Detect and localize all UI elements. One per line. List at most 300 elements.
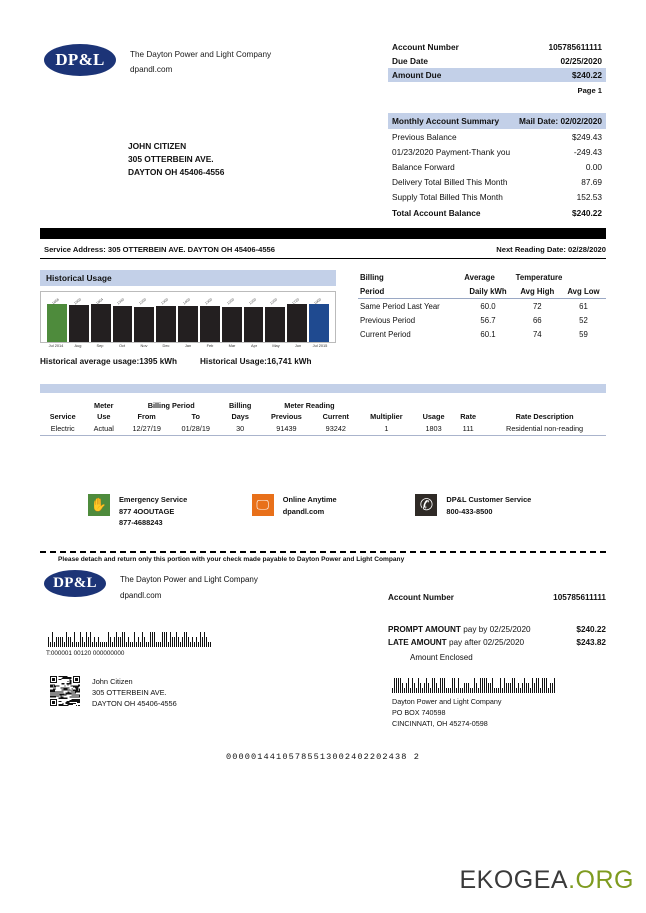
meter-from: 12/27/19 bbox=[132, 424, 161, 433]
contact-block bbox=[252, 494, 416, 529]
due-date-row bbox=[388, 54, 606, 68]
contact-line-3[interactable]: 877-4688243 bbox=[119, 518, 163, 527]
barcode-bar bbox=[126, 642, 127, 647]
barcode-bar bbox=[70, 637, 71, 647]
table-row bbox=[358, 328, 606, 342]
chart-bar bbox=[265, 297, 285, 342]
customer-name: JOHN CITIZEN bbox=[128, 141, 187, 151]
billing-period-name: Current Period bbox=[360, 330, 411, 340]
barcode-bar bbox=[162, 632, 163, 647]
barcode-bar bbox=[430, 688, 431, 693]
page-number: Page 1 bbox=[577, 86, 602, 95]
barcode-bar bbox=[168, 642, 169, 647]
barcode-bar bbox=[200, 632, 201, 647]
summary-line-label: 01/23/2020 Payment-Thank you bbox=[392, 146, 511, 157]
due-date-label: Due Date bbox=[392, 56, 428, 66]
barcode-bar bbox=[456, 688, 457, 693]
barcode-bar bbox=[58, 637, 59, 647]
barcode-bar bbox=[476, 683, 477, 693]
chart-bar-wrap bbox=[222, 297, 242, 342]
stub-account-number-row bbox=[388, 593, 606, 602]
chart-month-label: Nov bbox=[140, 343, 148, 348]
barcode-bar bbox=[506, 683, 507, 693]
barcode-bar bbox=[552, 683, 553, 693]
stub-customer-city: DAYTON OH 45406-4556 bbox=[92, 699, 177, 708]
barcode-bar bbox=[526, 683, 527, 693]
barcode-bar bbox=[470, 688, 471, 693]
avg-high-col-header: Avg High bbox=[514, 284, 561, 299]
barcode-bar bbox=[450, 688, 451, 693]
barcode-bar bbox=[140, 642, 141, 647]
barcode-bar bbox=[442, 678, 443, 693]
meter-table-header-cell: Usage bbox=[422, 412, 445, 421]
barcode-bar bbox=[194, 642, 195, 647]
meter-rate-description: Residential non-reading bbox=[506, 424, 584, 433]
barcode-bar bbox=[420, 683, 421, 693]
contact-line-2[interactable]: 877 4OOUTAGE bbox=[119, 506, 175, 516]
barcode-bar bbox=[176, 632, 177, 647]
chart-bar bbox=[156, 297, 176, 342]
barcode-bar bbox=[60, 637, 61, 647]
summary-header bbox=[388, 113, 606, 129]
barcode-bar bbox=[480, 678, 481, 693]
barcode-bar bbox=[92, 642, 93, 647]
stub-company-header bbox=[44, 570, 258, 604]
watermark-tld: .ORG bbox=[568, 866, 634, 894]
contact-title: Emergency Service bbox=[119, 495, 188, 504]
barcode-bar bbox=[196, 637, 197, 647]
summary-line-label: Delivery Total Billed This Month bbox=[392, 177, 508, 188]
barcode-bar bbox=[148, 642, 149, 647]
chart-bar bbox=[113, 297, 133, 342]
barcode-bar bbox=[156, 642, 157, 647]
chart-month-label: Sep bbox=[96, 343, 104, 348]
stub-customer-street: 305 OTTERBEIN AVE. bbox=[92, 688, 167, 697]
stub-account-number-label: Account Number bbox=[388, 593, 454, 602]
barcode-bar bbox=[436, 683, 437, 693]
barcode-bar bbox=[112, 642, 113, 647]
barcode-bar bbox=[490, 683, 491, 693]
barcode-bar bbox=[416, 688, 417, 693]
chart-bar-wrap bbox=[91, 297, 111, 342]
summary-line bbox=[388, 144, 606, 159]
dpl-logo: DP&L bbox=[44, 44, 116, 76]
chart-bar-value: 1300 bbox=[204, 297, 213, 306]
billing-avg-daily-kwh: 60.1 bbox=[480, 330, 496, 340]
chart-month-label: Jul 2015 bbox=[312, 343, 328, 348]
summary-total-label: Total Account Balance bbox=[392, 207, 481, 218]
barcode-bar bbox=[434, 678, 435, 693]
summary-total-value: $240.22 bbox=[572, 207, 602, 218]
barcode-bar bbox=[52, 632, 53, 647]
chart-bar bbox=[309, 297, 329, 342]
barcode-bar bbox=[496, 688, 497, 693]
barcode-bar bbox=[446, 688, 447, 693]
chart-bar bbox=[244, 297, 264, 342]
barcode-bar bbox=[68, 637, 69, 647]
historical-usage-caption: Historical Usage bbox=[40, 270, 336, 286]
billing-avg-high: 74 bbox=[532, 330, 542, 340]
billing-group-header: Billing bbox=[229, 401, 252, 410]
remit-company-name: Dayton Power and Light Company bbox=[392, 697, 502, 706]
barcode-bar bbox=[500, 678, 501, 693]
detach-dashed-line bbox=[40, 551, 606, 553]
meter-to: 01/28/19 bbox=[181, 424, 210, 433]
chart-bar-wrap bbox=[287, 297, 307, 342]
avg-low-col-header: Avg Low bbox=[561, 284, 606, 299]
late-amount-detail: pay after 02/25/2020 bbox=[446, 638, 525, 647]
barcode-bar bbox=[554, 678, 555, 693]
barcode-bar bbox=[432, 678, 433, 693]
chart-bar-value: 1300 bbox=[160, 297, 170, 306]
chart-bar-wrap bbox=[69, 297, 89, 342]
barcode-bar bbox=[186, 632, 187, 647]
barcode-bar bbox=[204, 632, 205, 647]
contact-block bbox=[88, 494, 252, 529]
barcode-bar bbox=[66, 632, 67, 647]
barcode-bar bbox=[106, 642, 107, 647]
barcode-bar bbox=[132, 642, 133, 647]
company-website[interactable]: dpandl.com bbox=[130, 65, 173, 74]
meter-table-band bbox=[40, 384, 606, 393]
meter-rate: 111 bbox=[462, 424, 474, 433]
barcode-bar bbox=[522, 683, 523, 693]
barcode-bar bbox=[396, 678, 397, 693]
monitor-icon: 🖵 bbox=[252, 494, 274, 516]
billing-avg-low: 59 bbox=[579, 330, 588, 340]
barcode-bar bbox=[474, 678, 475, 693]
black-separator-bar bbox=[40, 228, 606, 239]
barcode-bar bbox=[100, 642, 101, 647]
barcode-bar bbox=[484, 678, 485, 693]
chart-month-label: Jul 2014 bbox=[48, 343, 64, 348]
barcode-bar bbox=[418, 678, 419, 693]
meter-table-header-cell: Current bbox=[322, 412, 349, 421]
summary-line-value: -249.43 bbox=[573, 146, 602, 157]
meter-current: 93242 bbox=[325, 424, 346, 433]
barcode-bar bbox=[492, 678, 493, 693]
barcode-bar bbox=[422, 688, 423, 693]
barcode-bar bbox=[398, 678, 399, 693]
chart-bar-value: 1666 bbox=[51, 297, 60, 306]
barcode-bar bbox=[414, 683, 415, 693]
meter-table-header-cell: Previous bbox=[271, 412, 302, 421]
contact-title: DP&L Customer Service bbox=[446, 495, 532, 504]
table-row bbox=[358, 314, 606, 328]
barcode-tracking-text: T:000001 00120 000000000 bbox=[46, 650, 125, 657]
meter-table-headers bbox=[40, 411, 606, 422]
meter-multiplier: 1 bbox=[384, 424, 389, 433]
chart-month-label: Jun bbox=[294, 343, 302, 348]
contact-line-2[interactable]: dpandl.com bbox=[282, 506, 325, 516]
meter-use: Actual bbox=[93, 424, 114, 433]
summary-mail-date: Mail Date: 02/02/2020 bbox=[518, 116, 602, 126]
table-row bbox=[40, 422, 606, 436]
chart-bar-value: 1500 bbox=[73, 297, 82, 306]
barcode-bar bbox=[48, 637, 49, 647]
late-amount-label: LATE AMOUNT bbox=[388, 638, 447, 647]
late-amount-row bbox=[388, 636, 606, 649]
table-row bbox=[358, 299, 606, 314]
summary-title: Monthly Account Summary bbox=[392, 116, 500, 126]
account-number-label: Account Number bbox=[392, 42, 459, 52]
daily-kwh-col-header: Daily kWh bbox=[462, 284, 513, 299]
chart-bar-wrap bbox=[134, 297, 154, 342]
stub-company-website[interactable]: dpandl.com bbox=[120, 591, 162, 600]
barcode-bar bbox=[498, 688, 499, 693]
barcode-bar bbox=[178, 637, 179, 647]
barcode-bar bbox=[184, 632, 185, 647]
meter-reading-group-header: Meter Reading bbox=[284, 401, 335, 410]
barcode-bar bbox=[440, 678, 441, 693]
stub-customer-name: John Citizen bbox=[92, 677, 133, 686]
barcode-bar bbox=[160, 642, 161, 647]
barcode-bar bbox=[152, 632, 153, 647]
historical-usage-chart bbox=[40, 291, 336, 343]
barcode-bar bbox=[118, 637, 119, 647]
chart-bar bbox=[69, 297, 89, 342]
service-address-line bbox=[44, 245, 606, 254]
barcode-bar bbox=[508, 683, 509, 693]
chart-bar-value: 1340 bbox=[116, 297, 126, 306]
customer-address bbox=[128, 140, 224, 179]
late-amount-value: $243.82 bbox=[576, 638, 606, 647]
summary-line-label: Previous Balance bbox=[392, 131, 457, 142]
barcode-bar bbox=[472, 688, 473, 693]
stub-amounts bbox=[388, 623, 606, 662]
barcode-bar bbox=[520, 688, 521, 693]
amount-due-label: Amount Due bbox=[392, 70, 442, 80]
barcode-bar bbox=[114, 637, 115, 647]
stub-account-number-value: 105785611111 bbox=[553, 593, 606, 602]
barcode-bar bbox=[108, 632, 109, 647]
meter-table-header-cell: Rate Description bbox=[515, 412, 574, 421]
barcode-bar bbox=[96, 642, 97, 647]
barcode-bar bbox=[408, 678, 409, 693]
meter-reading-table bbox=[40, 400, 606, 436]
barcode-bar bbox=[488, 683, 489, 693]
historical-usage-footer bbox=[40, 357, 336, 366]
barcode-bar bbox=[546, 678, 547, 693]
barcode-bar bbox=[208, 642, 209, 647]
stub-company-name: The Dayton Power and Light Company bbox=[120, 575, 258, 584]
billing-avg-low: 52 bbox=[579, 316, 588, 326]
barcode-bar bbox=[84, 642, 85, 647]
temperature-col-header: Temperature bbox=[515, 272, 563, 282]
remit-address bbox=[392, 696, 501, 729]
ocr-scanline: 00000144105785513002402202438 2 bbox=[226, 752, 420, 762]
meter-table-header-cell: Use bbox=[97, 412, 111, 421]
contact-block bbox=[415, 494, 608, 529]
barcode-bar bbox=[402, 683, 403, 693]
barcode-bar bbox=[88, 637, 89, 647]
barcode-bar bbox=[464, 683, 465, 693]
chart-month-label: Oct bbox=[118, 343, 126, 348]
chart-bar-value: 1900 bbox=[313, 297, 323, 306]
billing-avg-daily-kwh: 56.7 bbox=[480, 316, 496, 326]
chart-bar bbox=[134, 297, 154, 342]
chart-bar bbox=[222, 297, 242, 342]
postal-barcode-remit bbox=[392, 676, 556, 693]
summary-line-value: $249.43 bbox=[572, 131, 602, 142]
barcode-bar bbox=[486, 678, 487, 693]
barcode-bar bbox=[548, 688, 549, 693]
billing-avg-low: 61 bbox=[579, 301, 588, 311]
barcode-bar bbox=[438, 688, 439, 693]
barcode-bar bbox=[136, 642, 137, 647]
barcode-bar bbox=[154, 632, 155, 647]
chart-bar-value: 1400 bbox=[182, 297, 192, 306]
chart-bar bbox=[178, 297, 198, 342]
historical-total-text: Historical Usage:16,741 kWh bbox=[200, 357, 312, 366]
barcode-bar bbox=[512, 678, 513, 693]
meter-days: 30 bbox=[236, 424, 245, 433]
barcode-bar bbox=[460, 688, 461, 693]
billing-avg-high: 72 bbox=[532, 301, 542, 311]
barcode-bar bbox=[94, 637, 95, 647]
barcode-bar bbox=[406, 683, 407, 693]
summary-line bbox=[388, 190, 606, 205]
barcode-bar bbox=[188, 637, 189, 647]
summary-line-value: 0.00 bbox=[585, 161, 602, 172]
meter-table-header-cell: Rate bbox=[460, 412, 477, 421]
barcode-bar bbox=[64, 642, 65, 647]
account-summary-box bbox=[388, 40, 606, 95]
meter-table-header-cell: To bbox=[191, 412, 200, 421]
billing-period-name: Previous Period bbox=[360, 316, 416, 326]
contact-row bbox=[88, 494, 608, 529]
barcode-bar bbox=[120, 637, 121, 647]
contact-line-2[interactable]: 800-433-8500 bbox=[446, 506, 493, 516]
barcode-bar bbox=[122, 632, 123, 647]
barcode-bar bbox=[180, 642, 181, 647]
prompt-amount-detail: pay by 02/25/2020 bbox=[460, 625, 531, 634]
chart-bar-wrap bbox=[156, 297, 176, 342]
meter-table-header-cell: Multiplier bbox=[370, 412, 403, 421]
chart-month-label: May bbox=[272, 343, 280, 348]
barcode-bar bbox=[72, 642, 73, 647]
postal-barcode-customer bbox=[48, 630, 212, 647]
chart-bar-wrap bbox=[47, 297, 67, 342]
summary-line-value: 152.53 bbox=[576, 192, 602, 203]
chart-bar-value: 1200 bbox=[247, 297, 257, 306]
barcode-bar bbox=[164, 632, 165, 647]
barcode-bar bbox=[524, 678, 525, 693]
chart-month-label: Mar bbox=[228, 343, 236, 348]
historical-usage-panel bbox=[40, 270, 336, 366]
barcode-bar bbox=[182, 637, 183, 647]
barcode-bar bbox=[56, 637, 57, 647]
billing-period-name: Same Period Last Year bbox=[360, 301, 440, 311]
barcode-bar bbox=[62, 637, 63, 647]
prompt-amount-row bbox=[388, 623, 606, 636]
barcode-bar bbox=[462, 688, 463, 693]
barcode-bar bbox=[516, 688, 517, 693]
chart-bar-value: 1200 bbox=[138, 297, 148, 306]
meter-usage: 1803 bbox=[425, 424, 442, 433]
summary-lines bbox=[388, 129, 606, 205]
barcode-bar bbox=[448, 688, 449, 693]
barcode-bar bbox=[404, 688, 405, 693]
amount-due-row bbox=[388, 68, 606, 82]
chart-bar-wrap bbox=[309, 297, 329, 342]
barcode-bar bbox=[116, 632, 117, 647]
service-address-text: Service Address: 305 OTTERBEIN AVE. DAYTON OH 45406-4556 bbox=[44, 245, 276, 254]
meter-table-header-cell: Days bbox=[231, 412, 249, 421]
barcode-bar bbox=[130, 642, 131, 647]
barcode-bar bbox=[424, 683, 425, 693]
chart-bar bbox=[200, 297, 220, 342]
meter-table-header-cell: From bbox=[137, 412, 156, 421]
chart-month-label: Apr bbox=[250, 343, 258, 348]
barcode-bar bbox=[494, 688, 495, 693]
barcode-bar bbox=[150, 632, 151, 647]
barcode-bar bbox=[540, 688, 541, 693]
account-number-row bbox=[388, 40, 606, 54]
chart-month-label: Feb bbox=[206, 343, 214, 348]
stub-customer-address bbox=[92, 676, 177, 709]
billing-period-group-header: Billing Period bbox=[147, 401, 195, 410]
barcode-bar bbox=[98, 637, 99, 647]
chart-bar-wrap bbox=[178, 297, 198, 342]
barcode-bar bbox=[444, 678, 445, 693]
chart-bar-value: 1720 bbox=[291, 297, 301, 306]
chart-bar bbox=[287, 297, 307, 342]
chart-month-labels bbox=[40, 343, 336, 348]
barcode-bar bbox=[428, 683, 429, 693]
monthly-account-summary bbox=[388, 113, 606, 220]
barcode-bar bbox=[536, 678, 537, 693]
customer-city-state-zip: DAYTON OH 45406-4556 bbox=[128, 167, 225, 177]
barcode-bar bbox=[502, 688, 503, 693]
watermark bbox=[0, 866, 646, 895]
barcode-bar bbox=[192, 637, 193, 647]
barcode-bar bbox=[412, 678, 413, 693]
barcode-bar bbox=[514, 678, 515, 693]
chart-bar-value: 1200 bbox=[226, 297, 235, 306]
barcode-bar bbox=[544, 678, 545, 693]
barcode-bar bbox=[202, 637, 203, 647]
barcode-bar bbox=[482, 678, 483, 693]
summary-total-row bbox=[388, 205, 606, 220]
next-reading-date: Next Reading Date: 02/28/2020 bbox=[496, 245, 606, 254]
phone-icon: ✆ bbox=[415, 494, 437, 516]
barcode-bar bbox=[54, 642, 55, 647]
barcode-bar bbox=[530, 688, 531, 693]
dpl-logo-stub: DP&L bbox=[44, 570, 106, 597]
company-header bbox=[44, 44, 344, 77]
period-col-header: Period bbox=[358, 284, 462, 299]
account-number-value: 105785611111 bbox=[548, 42, 602, 52]
barcode-bar bbox=[166, 632, 167, 647]
summary-line bbox=[388, 129, 606, 144]
barcode-bar bbox=[550, 683, 551, 693]
historical-average-text: Historical average usage:1395 kWh bbox=[40, 357, 177, 366]
barcode-bar bbox=[146, 642, 147, 647]
barcode-bar bbox=[198, 642, 199, 647]
qr-code bbox=[50, 676, 80, 706]
company-name: The Dayton Power and Light Company bbox=[130, 50, 272, 59]
billing-avg-daily-kwh: 60.0 bbox=[480, 301, 496, 311]
customer-street: 305 OTTERBEIN AVE. bbox=[128, 154, 214, 164]
meter-previous: 91439 bbox=[276, 424, 297, 433]
summary-line-value: 87.69 bbox=[581, 177, 602, 188]
barcode-bar bbox=[170, 632, 171, 647]
chart-bar-wrap bbox=[113, 297, 133, 342]
remit-city-state-zip: CINCINNATI, OH 45274-0598 bbox=[392, 719, 488, 728]
barcode-bar bbox=[478, 688, 479, 693]
summary-line bbox=[388, 159, 606, 174]
